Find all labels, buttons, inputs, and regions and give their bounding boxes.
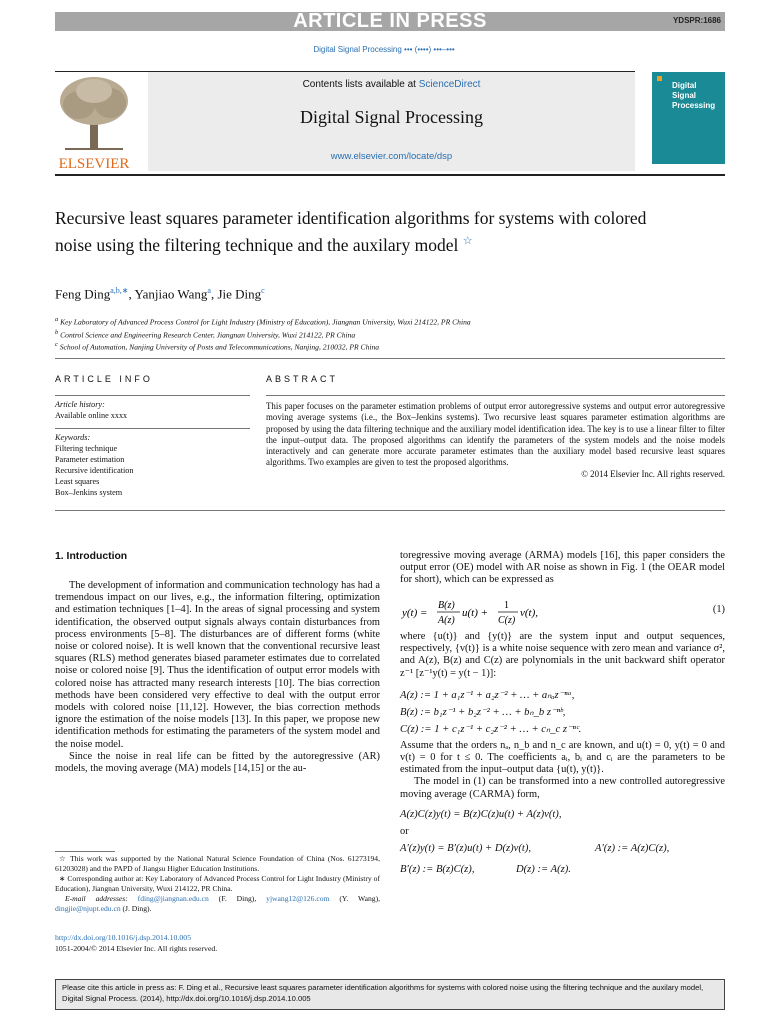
right-paragraph-1: toregressive moving average (ARMA) models [16], this paper considers the output error (OE) model with AR noise as shown in Fig. 1 (the OEAR model for short), which can be expressed as	[400, 550, 725, 586]
info-rule	[55, 428, 250, 429]
author-name: Feng Ding	[55, 286, 111, 302]
equation-1	[400, 598, 725, 628]
citation-box	[55, 979, 725, 1010]
journal-cover: Digital Signal Processing	[652, 72, 725, 164]
equation-4: B′(z) := B(z)C(z), D(z) := A(z).	[400, 863, 571, 875]
equation-number: (1)	[712, 604, 725, 615]
right-paragraph-4: The model in (1) can be transformed into a new controlled autoregressive moving average (CARMA) form,	[400, 776, 725, 800]
right-column-body	[400, 631, 725, 878]
info-top-rule	[55, 358, 725, 359]
svg-text:A(z): A(z)	[438, 615, 455, 626]
keyword: Box–Jenkins system	[55, 488, 123, 497]
abstract-bottom-rule	[55, 510, 725, 511]
journal-reference[interactable]: Digital Signal Processing ••• (••••) •••–•••	[313, 45, 455, 54]
abstract-copyright: © 2014 Elsevier Inc. All rights reserved.	[581, 468, 725, 479]
abstract-rule	[266, 395, 725, 396]
right-paragraph-3: Assume that the orders nₐ, n_b and n_c are known, and u(t) = 0, y(t) = 0 and v(t) = 0 for t ≤ 0. The coefficients aᵢ, bᵢ and cᵢ are the parameters to be estimated from the input–output data {u(t), y(t)}.	[400, 739, 725, 776]
keyword: Recursive identification	[55, 466, 134, 475]
keyword: Parameter estimation	[55, 455, 125, 464]
contents-line: Contents lists available at ScienceDirect	[302, 79, 481, 90]
right-paragraph-2: where {u(t)} and {y(t)} are the system input and output sequences, respectively, {v(t)} is a white noise sequence with zero mean and variance σ², and A(z), B(z) and C(z) are polynomials in the unit backward shift operator z⁻¹ [z⁻¹y(t) = y(t − 1)]:	[400, 631, 725, 679]
keyword: Filtering technique	[55, 444, 118, 453]
article-title: Recursive least squares parameter identification algorithms for systems with colored noise using the filtering technique and the auxilary model ☆	[55, 208, 647, 255]
equation-2: A(z)C(z)y(t) = B(z)C(z)u(t) + A(z)v(t),	[400, 808, 562, 820]
polynomial-definitions	[400, 687, 725, 738]
journal-header-box	[148, 72, 635, 171]
header-bottom-rule	[55, 174, 725, 176]
svg-text:u(t) +: u(t) +	[462, 607, 489, 619]
footnote-emails: E-mail addresses: fding@jiangnan.edu.cn (F. Ding), yjwang12@126.com (Y. Wang), dingjie@njupt.edu.cn (J. Ding).	[55, 894, 381, 913]
equation-3: A′(z)y(t) = B′(z)u(t) + D(z)v(t), A′(z) := A(z)C(z),	[400, 842, 670, 854]
intro-right-column	[400, 550, 725, 587]
intro-paragraph-1: The development of information and communication technology has had a tremendous impact on our lives, e.g., the information filtering, optimization and estimation techniques [1–4]. In the areas of signal processing and system identification, the observed output signals always contain disturbances from process environments [5–8]. The disturbances are of different forms (white noise or colored noise). It is well known that the conventional recursive least squares (RLS) method generates biased parameter estimates due to correlated noise or colored noise [9]. Thus the identification of output error models with colored noise has attracted many research interests [10]. The bias correction methods have been considered very effective to deal with the output error models with colored noise [11,12]. However, the bias correction methods ignore the estimation of the noise models [13]. In this paper, we propose new identification methods for estimating the parameters of the system model and the noise model.	[55, 580, 380, 750]
equation-1-formula	[400, 598, 560, 628]
svg-text:v(t),: v(t),	[520, 607, 539, 619]
elsevier-logo	[55, 75, 133, 172]
footnote-funding: ☆ This work was supported by the National Natural Science Foundation of China (Nos. 61273194, 61203028) and the PAPD of Jiangsu Higher Education Institutions.	[55, 854, 380, 873]
abstract-body	[266, 401, 725, 480]
abstract-text: This paper focuses on the parameter estimation problems of output error autoregressive systems and output error autoregressive moving average systems (i.e., the Box–Jenkins systems). Two recursive least squares parameter estimation algorithms are proposed by using the data filtering technique and the auxiliary model identification idea. The key is to use a linear filter to filter the input–output data. The proposed algorithms can identify the parameters of the system models and the noise models interactively and can generate more accurate parameter estimates than the auxiliary model based recursive least squares algorithms. Two examples are given to test the proposed algorithms.	[266, 401, 725, 468]
article-history: Article history: Available online xxxx	[55, 400, 128, 420]
journal-name: Digital Signal Processing	[300, 107, 483, 127]
keyword: Least squares	[55, 477, 100, 486]
email-link[interactable]: yjwang12@126.com	[266, 894, 330, 903]
email-link[interactable]: fding@jiangnan.edu.cn	[137, 894, 209, 903]
cover-logo-icon	[657, 76, 662, 81]
journal-url[interactable]: www.elsevier.com/locate/dsp	[330, 151, 453, 162]
sciencedirect-link[interactable]: ScienceDirect	[418, 79, 481, 90]
footnotes	[55, 854, 380, 914]
banner-title: ARTICLE IN PRESS	[293, 10, 487, 32]
article-in-press-banner	[55, 12, 725, 31]
intro-left-column	[55, 580, 380, 775]
svg-text:C(z): C(z)	[498, 615, 516, 626]
article-info-heading: ARTICLE INFO	[55, 374, 153, 384]
keywords: Keywords: Filtering technique Parameter estimation Recursive identification Least squares Box–Jenkins system	[55, 432, 250, 498]
author-name: , Jie Ding	[210, 286, 262, 302]
affiliations	[55, 315, 655, 353]
footnote-rule	[55, 851, 115, 852]
footnote-corresponding: ∗ Corresponding author at: Key Laboratory of Advanced Process Control for Light Industry (Ministry of Education), Jiangnan University, Wuxi 214122, PR China.	[55, 874, 380, 893]
svg-text:y(t) =: y(t) =	[402, 607, 428, 619]
email-link[interactable]: dingjie@njupt.edu.cn	[55, 904, 121, 913]
equation-C: C(z) := 1 + c₁z⁻¹ + c₂z⁻² + … + cₙ_c z⁻ⁿᶜ.	[400, 723, 582, 735]
or-text: or	[400, 825, 409, 837]
doc-id: YDSPR:1686	[672, 16, 721, 25]
author-list: Feng Ding$^{a,b,∗}$, Yanjiao Wang$^a$, Jie Ding$^c$	[55, 286, 265, 302]
equation-B: B(z) := b₁z⁻¹ + b₂z⁻² + … + bₙ_b z⁻ⁿᵇ,	[400, 706, 566, 718]
info-rule	[55, 395, 250, 396]
doi-link[interactable]: http://dx.doi.org/10.1016/j.dsp.2014.10.005	[55, 933, 192, 942]
svg-text:1: 1	[504, 600, 509, 611]
citation-text: Please cite this article in press as: F. Ding et al., Recursive least squares parameter identification algorithms for systems with colored noise using the filtering technique and the auxilary model, Digital Signal Process. (2014), http://dx.doi.org/10.1016/j.dsp.2014.10.005	[62, 983, 704, 1003]
section-heading-introduction: 1. Introduction	[55, 551, 128, 562]
svg-text:B(z): B(z)	[438, 600, 455, 611]
affiliation-item: $^b$ Control Science and Engineering Research Center, Jiangnan University, Wuxi 214122, PR China	[55, 328, 356, 340]
author-name: , Yanjiao Wang	[128, 286, 208, 302]
affiliation-item: $^c$ School of Automation, Nanjing University of Posts and Telecommunications, Nanjing, 210032, PR China	[55, 341, 380, 352]
abstract-heading: ABSTRACT	[266, 374, 339, 384]
issn-line: 1051-2004/© 2014 Elsevier Inc. All rights reserved.	[55, 944, 218, 953]
publisher-name: ELSEVIER	[58, 156, 130, 172]
elsevier-tree-icon	[55, 75, 133, 153]
intro-paragraph-2: Since the noise in real life can be fitted by the autoregressive (AR) models, the moving average (MA) models [14,15] or the au-	[55, 750, 380, 775]
title-footnote-star[interactable]: ☆	[462, 235, 473, 247]
affiliation-item: $^a$ Key Laboratory of Advanced Process Control for Light Industry (Ministry of Education), Jiangnan University, Wuxi 214122, PR China	[55, 316, 471, 327]
equation-A: A(z) := 1 + a₁z⁻¹ + a₂z⁻² + … + aₙₐz⁻ⁿᵃ,	[400, 689, 575, 701]
